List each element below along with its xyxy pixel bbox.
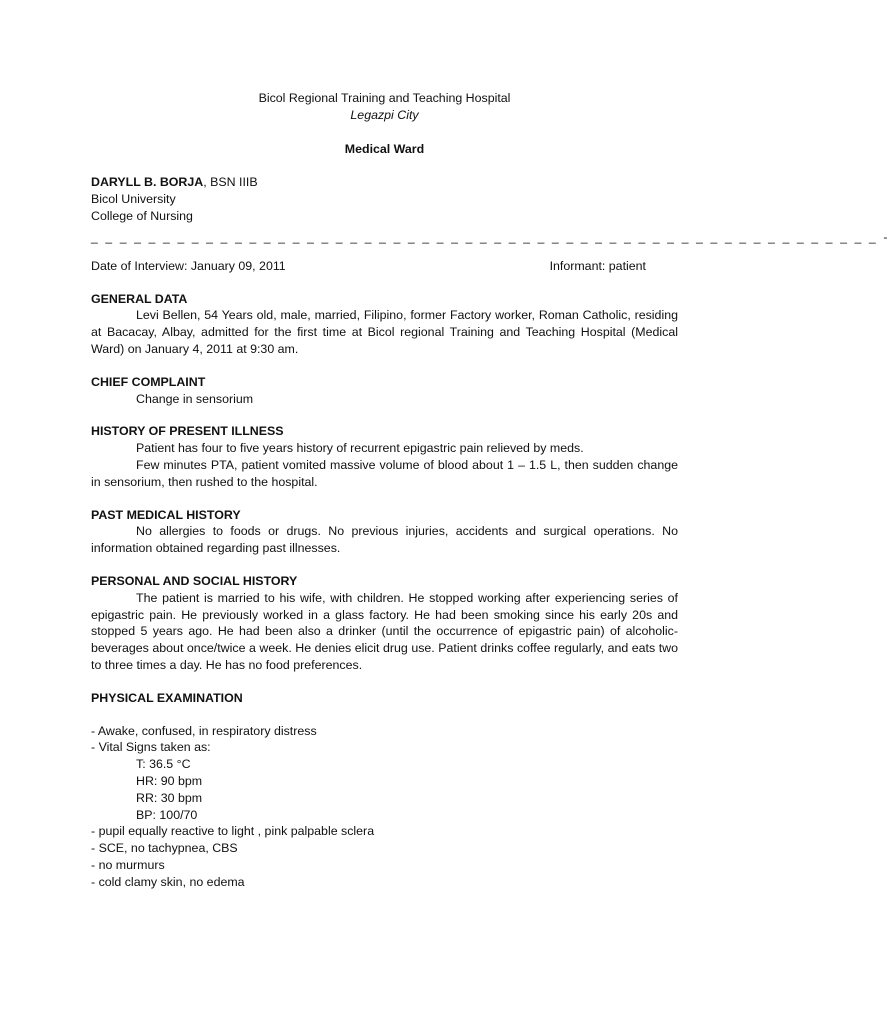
exam-line-heart: - no murmurs [91,857,165,872]
document-body [91,90,890,890]
vital-resp-rate: RR: 30 bpm [136,790,203,805]
present-illness-heading: HISTORY OF PRESENT ILLNESS [91,424,284,439]
past-medical-text: No allergies to foods or drugs. No previous injuries, accidents and surgical operations. No information obtained regarding past illnesses. [91,524,678,556]
hospital-name: Bicol Regional Training and Teaching Hospital [258,91,511,105]
personal-social-text: The patient is married to his wife, with children. He stopped working after experiencing series of epigastric pain. He previously worked in a glass factory. He had been smoking since his early 20s and stopped 5 years ago. He had been also a drinker (until the occurrence of epigastric pain) of alcoholic-beverages about once/twice a week. He denies elicit drug use. Patient drinks coffee regularly, and eats two to three times a day. He has no food preferences. [91,590,678,672]
dashed-divider: _ _ _ _ _ _ _ _ _ _ _ _ _ _ _ _ _ _ _ _ _ _ _ _ _ _ _ _ _ _ _ _ _ _ _ _ _ _ _ _ _ _ _ _ _ _ _ _ _ _ _ _ _ _ _ - [91,229,890,244]
exam-line-pupil: - pupil equally reactive to light , pink palpable sclera [91,824,375,839]
school-name: Bicol University [91,192,176,207]
city-name: Legazpi City [350,107,419,122]
general-data-text: Levi Bellen, 54 Years old, male, married, Filipino, former Factory worker, Roman Catholic, residing at Bacacay, Albay, admitted for the first time at Bicol regional Training and Teaching Hospital (Medical Ward) on January 4, 2011 at 9:30 am. [91,308,678,356]
exam-line-general: - Awake, confused, in respiratory distress [91,723,317,738]
physical-exam-heading: PHYSICAL EXAMINATION [91,690,243,705]
vital-signs-list [91,756,678,823]
college-name: College of Nursing [91,208,193,223]
present-illness-p2: Few minutes PTA, patient vomited massive volume of blood about 1 – 1.5 L, then sudden change in sensorium, then rushed to the hospital. [91,457,678,489]
exam-line-vitals-label: - Vital Signs taken as: [91,740,211,755]
vital-blood-pressure: BP: 100/70 [136,807,198,822]
author-line [91,174,678,191]
vital-heart-rate: HR: 90 bpm [136,773,203,788]
present-illness-p1: Patient has four to five years history of recurrent epigastric pain relieved by meds. [136,441,584,456]
exam-line-chest: - SCE, no tachypnea, CBS [91,841,238,856]
ward-title: Medical Ward [344,141,425,156]
chief-complaint-text: Change in sensorium [136,391,254,406]
interview-row [91,258,678,275]
author-suffix: , BSN IIIB [203,175,258,190]
exam-line-skin: - cold clamy skin, no edema [91,874,245,889]
chief-complaint-heading: CHIEF COMPLAINT [91,374,206,389]
vital-temperature: T: 36.5 °C [136,757,191,772]
informant: Informant: patient [549,258,646,273]
personal-social-heading: PERSONAL AND SOCIAL HISTORY [91,573,298,588]
past-medical-heading: PAST MEDICAL HISTORY [91,507,241,522]
interview-date: Date of Interview: January 09, 2011 [91,258,286,273]
author-name: DARYLL B. BORJA [91,175,204,190]
general-data-heading: GENERAL DATA [91,291,188,306]
